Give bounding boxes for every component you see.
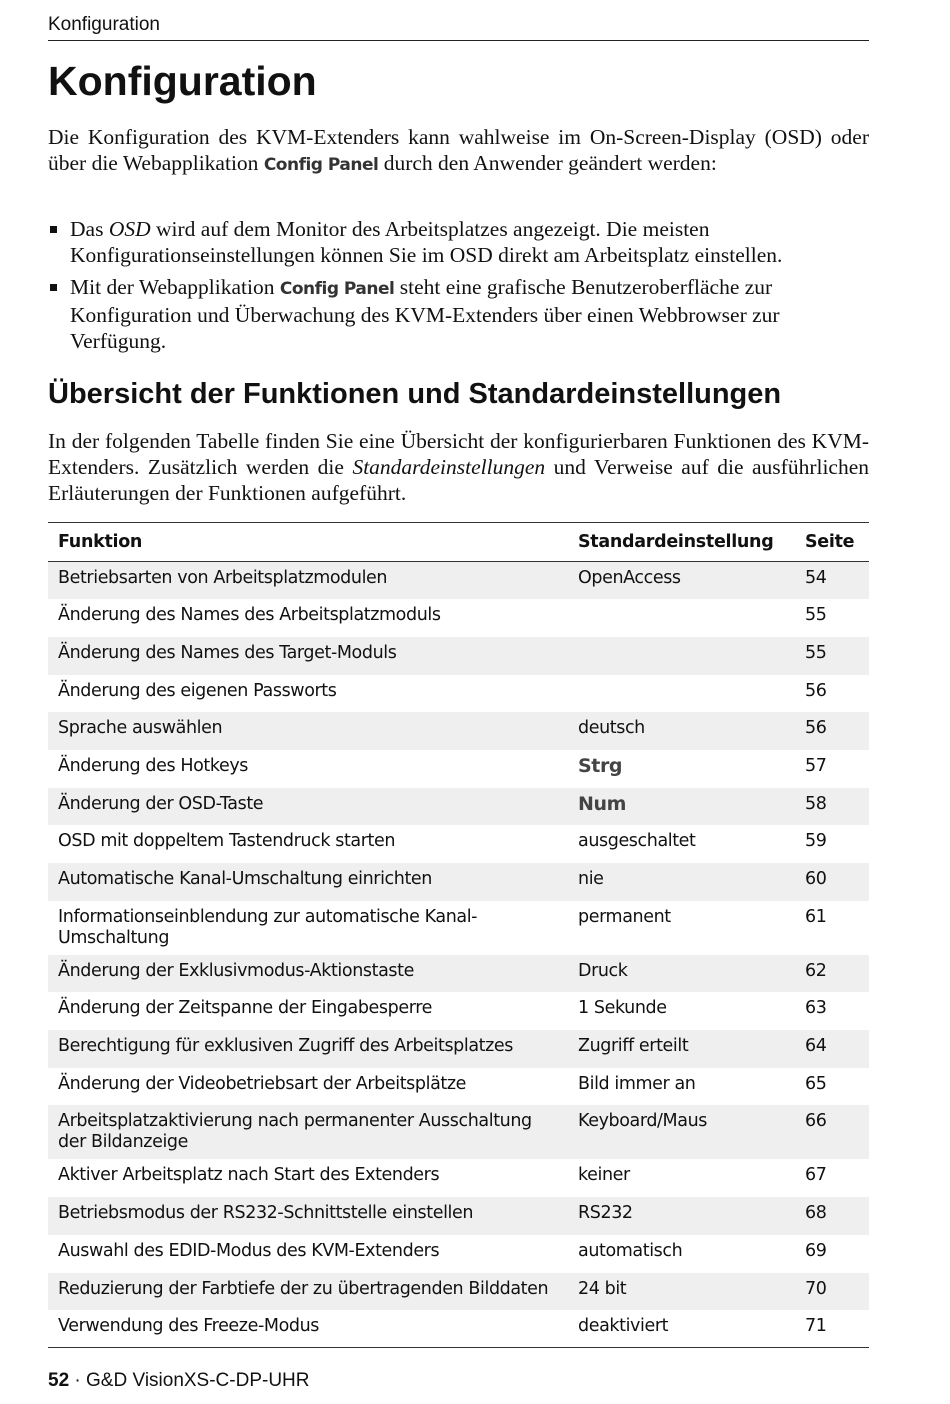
bullet-square-icon xyxy=(50,226,57,233)
cell-standardeinstellung: Num xyxy=(578,792,627,815)
cell-standardeinstellung: Keyboard/Maus xyxy=(578,1111,707,1132)
cell-seite: 56 xyxy=(805,718,827,739)
bullet-item-osd xyxy=(48,216,869,268)
table-body xyxy=(48,562,869,1348)
cell-funktion: Änderung der Zeitspanne der Eingabesperre xyxy=(58,998,432,1019)
page-title: Konfiguration xyxy=(48,58,317,104)
cell-funktion: Änderung des Hotkeys xyxy=(58,755,249,776)
table-row xyxy=(48,1030,869,1068)
header-funktion: Funktion xyxy=(48,523,568,562)
table-row xyxy=(48,562,869,600)
intro-text-2: durch den Anwender geändert werden: xyxy=(378,151,717,175)
cell-seite: 54 xyxy=(805,568,827,588)
cell-funktion: Änderung der Videobetriebsart der Arbeitsplätze xyxy=(58,1073,467,1094)
cell-standardeinstellung: automatisch xyxy=(578,1240,683,1261)
cell-seite: 55 xyxy=(805,605,827,626)
functions-table xyxy=(48,522,869,1348)
table-row xyxy=(48,675,869,713)
cell-standardeinstellung xyxy=(568,599,795,637)
bullet-item-config-panel xyxy=(48,274,869,354)
cell-standardeinstellung: OpenAccess xyxy=(578,568,681,588)
cell-funktion: Änderung der OSD-Taste xyxy=(58,793,264,814)
cell-standardeinstellung: 24 bit xyxy=(578,1278,627,1299)
cell-standardeinstellung: 1 Sekunde xyxy=(578,998,667,1019)
table-row xyxy=(48,1273,869,1311)
bullet-list xyxy=(48,216,869,360)
cell-standardeinstellung xyxy=(568,675,795,713)
cell-standardeinstellung: Druck xyxy=(578,960,628,981)
cell-standardeinstellung: permanent xyxy=(578,906,671,927)
cell-funktion: Reduzierung der Farbtiefe der zu übertragenden Bilddaten xyxy=(58,1278,549,1299)
table-intro-text-2: und Verweise auf die ausführlichen Erläuterungen der Funktionen aufgeführt. xyxy=(48,455,870,505)
cell-standardeinstellung: Zugriff erteilt xyxy=(578,1036,689,1057)
cell-standardeinstellung: ausgeschaltet xyxy=(578,831,696,852)
cell-seite: 71 xyxy=(795,1310,869,1348)
intro-text-1: Die Konfiguration des KVM-Extenders kann wahlweise im On-Screen-Display (OSD) oder über die Webapplikation xyxy=(48,125,869,175)
bullet-text: steht eine grafische Benutzeroberfläche zur Konfiguration und Überwachung des KVM-Extenders über einen Webbrowser zur Verfügung. xyxy=(70,275,780,353)
table-row xyxy=(48,992,869,1030)
table-row xyxy=(48,825,869,863)
cell-seite: 69 xyxy=(805,1240,827,1261)
cell-seite: 62 xyxy=(805,960,827,981)
table-row xyxy=(48,1068,869,1106)
cell-seite: 57 xyxy=(805,755,827,776)
page-footer xyxy=(48,1370,310,1392)
standard-settings-term: Standardeinstellungen xyxy=(352,455,546,479)
cell-funktion: Betriebsarten von Arbeitsplatzmodulen xyxy=(58,568,388,588)
cell-standardeinstellung: Bild immer an xyxy=(578,1073,696,1094)
cell-standardeinstellung xyxy=(568,637,795,675)
table-row xyxy=(48,1159,869,1197)
osd-term: OSD xyxy=(108,217,151,241)
cell-funktion: Auswahl des EDID-Modus des KVM-Extenders xyxy=(58,1240,440,1261)
table-row xyxy=(48,750,869,788)
cell-standardeinstellung: deutsch xyxy=(578,718,645,739)
cell-standardeinstellung: keiner xyxy=(578,1165,630,1186)
config-panel-term: Config Panel xyxy=(263,155,379,175)
cell-funktion: Änderung des Names des Arbeitsplatzmoduls xyxy=(58,605,441,626)
bullet-square-icon xyxy=(50,284,57,291)
intro-paragraph xyxy=(48,124,869,178)
cell-seite: 58 xyxy=(805,793,827,814)
table-header-row xyxy=(48,523,869,562)
cell-funktion: Änderung der Exklusivmodus-Aktionstaste xyxy=(58,960,414,981)
cell-funktion: Arbeitsplatzaktivierung nach permanenter Ausschaltung der Bildanzeige xyxy=(58,1111,532,1153)
cell-funktion: Änderung des Names des Target-Moduls xyxy=(58,642,397,663)
cell-standardeinstellung: nie xyxy=(578,869,604,889)
cell-seite: 63 xyxy=(805,998,827,1019)
bullet-text: Das xyxy=(70,217,109,241)
product-name: G&D VisionXS-C-DP-UHR xyxy=(86,1370,310,1391)
cell-funktion: Verwendung des Freeze-Modus xyxy=(48,1310,568,1348)
header-seite: Seite xyxy=(795,523,869,562)
cell-funktion: Änderung des eigenen Passworts xyxy=(58,680,337,701)
running-header: Konfiguration xyxy=(48,14,869,41)
table-row xyxy=(48,599,869,637)
table-row xyxy=(48,1105,869,1159)
cell-standardeinstellung: deaktiviert xyxy=(568,1310,795,1348)
cell-funktion: Sprache auswählen xyxy=(58,718,223,739)
cell-seite: 64 xyxy=(805,1036,827,1057)
table-row xyxy=(48,863,869,901)
cell-seite: 65 xyxy=(805,1073,827,1094)
cell-standardeinstellung: RS232 xyxy=(578,1203,633,1224)
cell-seite: 60 xyxy=(805,869,827,889)
cell-funktion: Informationseinblendung zur automatische Kanal-Umschaltung xyxy=(58,906,478,948)
page-number: 52 xyxy=(48,1370,70,1391)
table-row xyxy=(48,1235,869,1273)
table-row xyxy=(48,712,869,750)
cell-funktion: Betriebsmodus der RS232-Schnittstelle einstellen xyxy=(58,1203,474,1224)
cell-funktion: OSD mit doppeltem Tastendruck starten xyxy=(58,831,396,852)
cell-standardeinstellung: Strg xyxy=(578,754,623,777)
header-standardeinstellung: Standardeinstellung xyxy=(568,523,795,562)
section-title: Übersicht der Funktionen und Standardeinstellungen xyxy=(48,378,782,410)
table-intro-text-1: In der folgenden Tabelle finden Sie eine Übersicht der konfigurierbaren Funktionen des KVM-Extenders. Zusätzlich werden die xyxy=(48,429,869,479)
cell-funktion: Aktiver Arbeitsplatz nach Start des Extenders xyxy=(58,1165,440,1186)
table-row xyxy=(48,1310,869,1348)
cell-seite: 68 xyxy=(805,1203,827,1224)
table-row xyxy=(48,1197,869,1235)
cell-seite: 61 xyxy=(805,906,827,927)
cell-funktion: Automatische Kanal-Umschaltung einrichten xyxy=(58,869,432,889)
table-row xyxy=(48,955,869,993)
table-intro-paragraph xyxy=(48,428,869,506)
cell-seite: 70 xyxy=(805,1278,827,1299)
cell-funktion: Berechtigung für exklusiven Zugriff des Arbeitsplatzes xyxy=(58,1036,514,1057)
table-row xyxy=(48,901,869,955)
footer-separator: · xyxy=(69,1370,87,1391)
bullet-text: Mit der Webapplikation xyxy=(70,275,280,299)
cell-seite: 66 xyxy=(805,1111,827,1132)
cell-seite: 56 xyxy=(805,680,827,701)
table-row xyxy=(48,788,869,826)
config-panel-term: Config Panel xyxy=(279,279,395,299)
cell-seite: 59 xyxy=(805,831,827,852)
cell-seite: 67 xyxy=(805,1165,827,1186)
bullet-text: wird auf dem Monitor des Arbeitsplatzes angezeigt. Die meisten Konfigurationseinstellungen können Sie im OSD direkt am Arbeitsplatz einstellen. xyxy=(70,217,783,267)
cell-seite: 55 xyxy=(805,642,827,663)
table-row xyxy=(48,637,869,675)
